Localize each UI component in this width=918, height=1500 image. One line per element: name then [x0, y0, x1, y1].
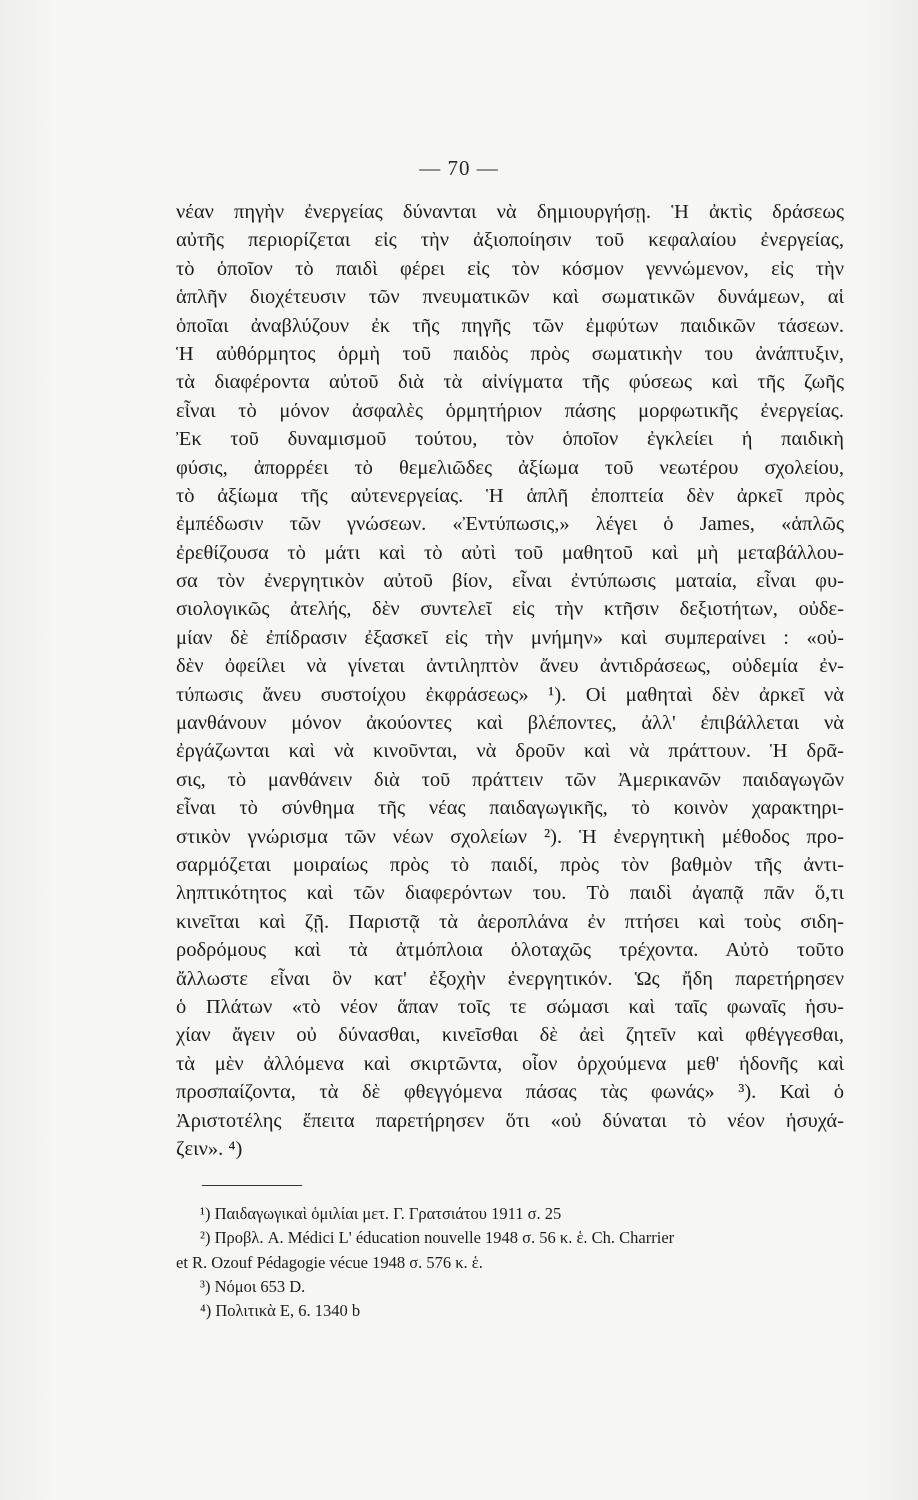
text-line: σα τὸν ἐνεργητικὸν αὐτοῦ βίον, εἶναι ἐντύπωσις ματαία, εἶναι φυ-: [176, 570, 844, 593]
text-line: μίαν δὲ ἐπίδρασιν ἐξασκεῖ εἰς τὴν μνήμην» καὶ συμπεραίνει : «οὐ-: [176, 626, 844, 649]
body-text: [176, 198, 844, 1163]
text-line: στικὸν γνώρισμα τῶν νέων σχολείων ²). Ἡ ἐνεργητικὴ μέθοδος προ-: [176, 825, 844, 848]
text-line: μανθάνουν μόνον ἀκούοντες καὶ βλέποντες, ἀλλ' ἐπιβάλλεται νὰ: [176, 712, 844, 735]
footnotes: [176, 1202, 856, 1323]
text-line: εἶναι τὸ σύνθημα τῆς νέας παιδαγωγικῆς, τὸ κοινὸν χαρακτηρι-: [176, 797, 844, 820]
text-line: ἐρεθίζουσα τὸ μάτι καὶ τὸ αὐτὶ τοῦ μαθητοῦ καὶ μὴ μεταβάλλου-: [176, 541, 844, 564]
text-line: ἐμπέδωσιν τῶν γνώσεων. «Ἐντύπωσις,» λέγει ὁ James, «ἁπλῶς: [176, 513, 844, 536]
text-line: ἁπλῆν διοχέτευσιν τῶν πνευματικῶν καὶ σωματικῶν δυνάμεων, αἱ: [176, 286, 844, 309]
text-line: αὐτῆς περιορίζεται εἰς τὴν ἀξιοποίησιν τοῦ κεφαλαίου ἐνεργείας,: [176, 229, 844, 252]
text-line: προσπαίζοντα, τὰ δὲ φθεγγόμενα πάσας τὰς φωνάς» ³). Καὶ ὁ: [176, 1081, 844, 1104]
text-line: τὰ μὲν ἀλλόμενα καὶ σκιρτῶντα, οἷον ὀρχούμενα μεθ' ἡδονῆς καὶ: [176, 1052, 844, 1075]
footnote-separator: [202, 1185, 302, 1186]
text-line: τὰ διαφέροντα αὐτοῦ διὰ τὰ αἰνίγματα τῆς φύσεως καὶ τῆς ζωῆς: [176, 371, 844, 394]
text-line: σις, τὸ μανθάνειν διὰ τοῦ πράττειν τῶν Ἀμερικανῶν παιδαγωγῶν: [176, 768, 844, 791]
text-line: δὲν ὀφείλει νὰ γίνεται ἀντιληπτὸν ἄνευ ἀντιδράσεως, οὐδεμία ἐν-: [176, 655, 844, 678]
footnote: ³) Νόμοι 653 D.: [200, 1276, 306, 1296]
text-line: ροδρόμους καὶ τὰ ἀτμόπλοια ὁλοταχῶς τρέχοντα. Αὐτὸ τοῦτο: [176, 939, 844, 962]
footnote: ⁴) Πολιτικὰ Ε, 6. 1340 b: [200, 1301, 361, 1321]
text-line: ἄλλωστε εἶναι ὃν κατ' ἐξοχὴν ἐνεργητικόν. Ὡς ἤδη παρετήρησεν: [176, 967, 844, 990]
footnote-continuation: et R. Ozouf Pédagogie vécue 1948 σ. 576 κ. ἑ.: [176, 1252, 483, 1272]
text-line: φύσις, ἀπορρέει τὸ θεμελιῶδες ἀξίωμα τοῦ νεωτέρου σχολείου,: [176, 456, 844, 479]
text-line: ὁποῖαι ἀναβλύζουν ἐκ τῆς πηγῆς τῶν ἐμφύτων παιδικῶν τάσεων.: [176, 314, 844, 337]
text-line: σιολογικῶς ἀτελής, δὲν συντελεῖ εἰς τὴν κτῆσιν δεξιοτήτων, οὐδε-: [176, 598, 844, 621]
footnote: ²) Προβλ. A. Médici L' éducation nouvelle 1948 σ. 56 κ. ἑ. Ch. Charrier: [200, 1228, 675, 1248]
text-line: ληπτικότητος καὶ τῶν διαφερόντων του. Τὸ παιδὶ ἀγαπᾷ πᾶν ὅ,τι: [176, 882, 844, 905]
text-line: χίαν ἄγειν οὐ δύνασθαι, κινεῖσθαι δὲ ἀεὶ ζητεῖν καὶ φθέγγεσθαι,: [176, 1024, 844, 1047]
text-line: Ἡ αὐθόρμητος ὁρμὴ τοῦ παιδὸς πρὸς σωματικὴν του ἀνάπτυξιν,: [176, 342, 844, 365]
text-line: κινεῖται καὶ ζῇ. Παριστᾷ τὰ ἀεροπλάνα ἐν πτήσει καὶ τοὺς σιδη-: [176, 910, 844, 933]
text-line: Ἐκ τοῦ δυναμισμοῦ τούτου, τὸν ὁποῖον ἐγκλείει ἡ παιδικὴ: [176, 428, 844, 451]
text-line: Ἀριστοτέλης ἔπειτα παρετήρησεν ὅτι «οὐ δύναται τὸ νέον ἡσυχά-: [176, 1109, 844, 1132]
text-line: τύπωσις ἄνευ συστοίχου ἐκφράσεως» ¹). Οἱ μαθηταὶ δὲν ἀρκεῖ νὰ: [176, 683, 844, 706]
text-line: ὁ Πλάτων «τὸ νέον ἅπαν τοῖς τε σώμασι καὶ ταῖς φωναῖς ἡσυ-: [176, 995, 844, 1018]
footnote: ¹) Παιδαγωγικαὶ ὁμιλίαι μετ. Γ. Γρατσιάτου 1911 σ. 25: [200, 1204, 562, 1223]
text-line: ἐργάζωνται καὶ νὰ κινοῦνται, νὰ δροῦν καὶ νὰ πράττουν. Ἡ δρᾶ-: [176, 740, 844, 763]
text-line: εἶναι τὸ μόνον ἀσφαλὲς ὁρμητήριον πάσης μορφωτικῆς ἐνεργείας.: [176, 399, 844, 422]
page-number: — 70 —: [419, 156, 499, 180]
text-line: τὸ ὁποῖον τὸ παιδὶ φέρει εἰς τὸν κόσμον γεννώμενον, εἰς τὴν: [176, 257, 844, 280]
text-line: ζειν». ⁴): [176, 1137, 243, 1160]
text-line: τὸ ἀξίωμα τῆς αὐτενεργείας. Ἡ ἁπλῆ ἐποπτεία δὲν ἀρκεῖ πρὸς: [176, 484, 844, 507]
text-line: σαρμόζεται μοιραίως πρὸς τὸ παιδί, πρὸς τὸν βαθμὸν τῆς ἀντι-: [176, 853, 844, 876]
text-line: νέαν πηγὴν ἐνεργείας δύνανται νὰ δημιουργήσῃ. Ἡ ἀκτὶς δράσεως: [176, 201, 844, 223]
